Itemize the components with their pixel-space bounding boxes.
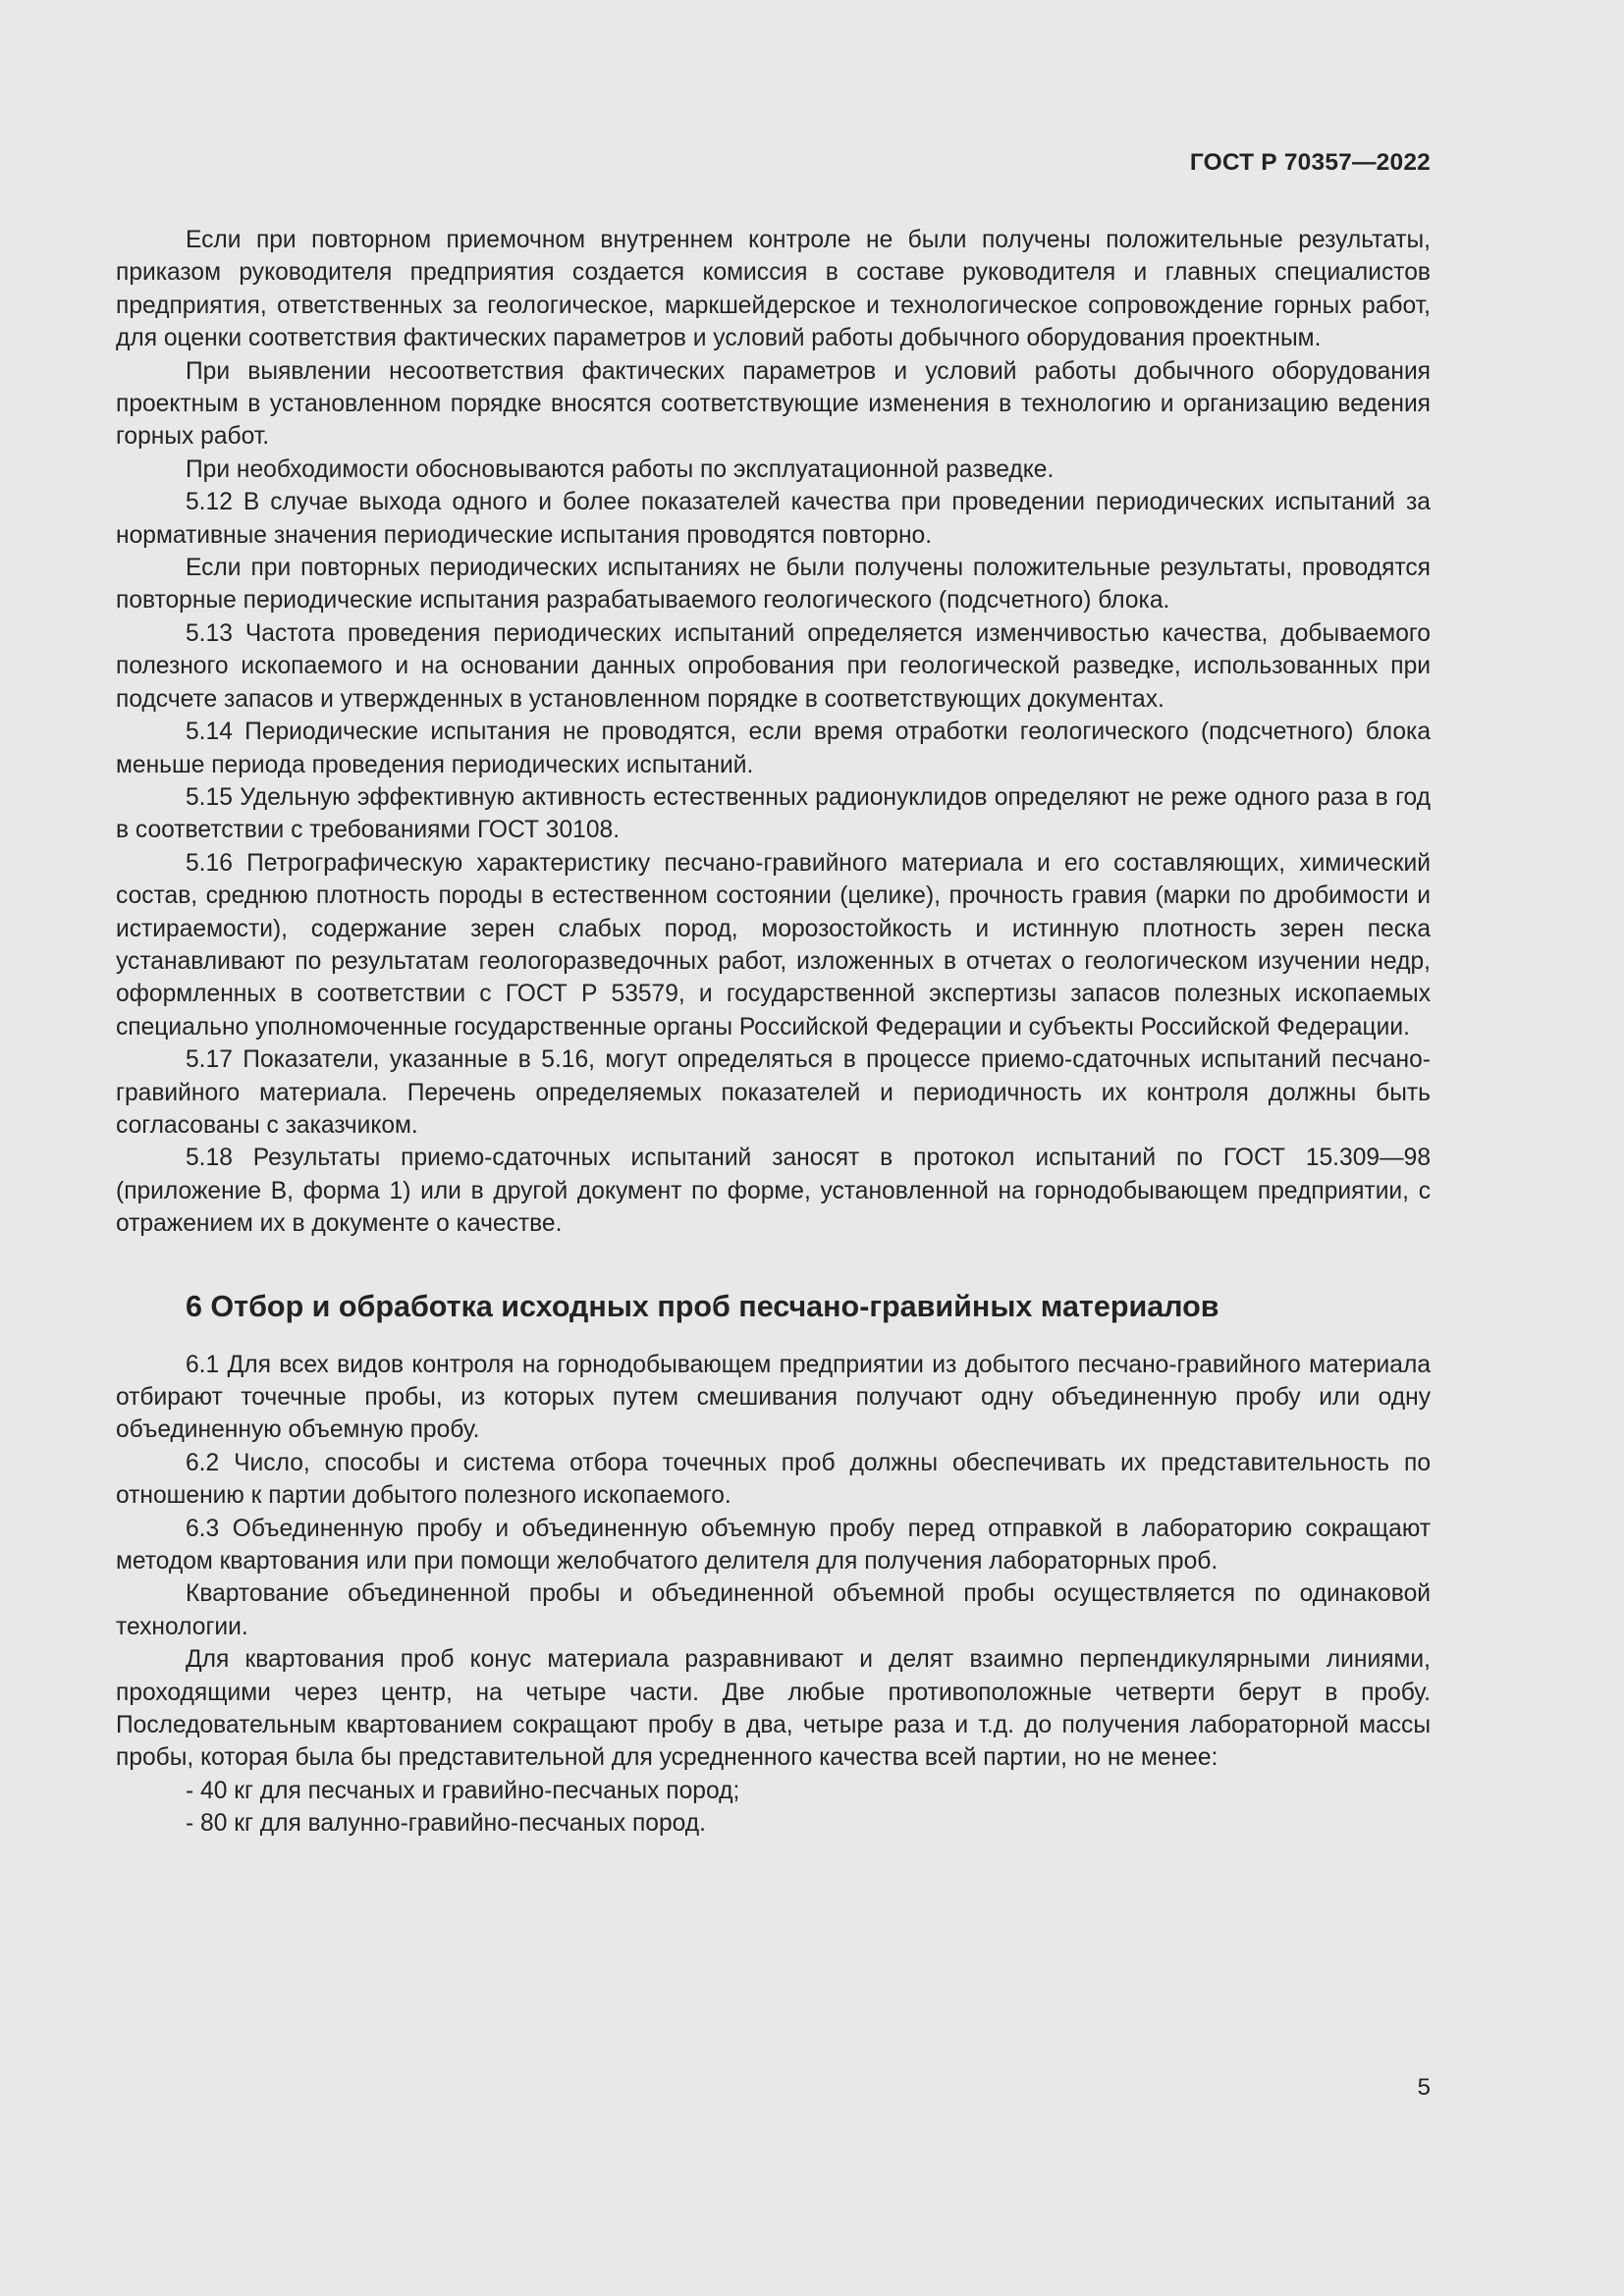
paragraph: Если при повторных периодических испытаниях не были получены положительные результаты, проводятся повторные периодические испытания разрабатываемого геологического (подсчетного) блока. [116, 555, 1431, 614]
paragraph-5-13: 5.13 Частота проведения периодических испытаний определяется изменчивостью качества, добываемого полезного ископаемого и на основании данных опробования при геологической разведке, использованных при подсчете запасов и утвержденных в установленном порядке в соответствующих документах. [116, 619, 1431, 713]
paragraph-6-1: 6.1 Для всех видов контроля на горнодобывающем предприятии из добытого песчано-гравийного материала отбирают точечные пробы, из которых путем смешивания получают одну объединенную пробу или одну объединенную объемную пробу. [116, 1351, 1431, 1444]
paragraph-5-16: 5.16 Петрографическую характеристику песчано-гравийного материала и его составляющих, химический состав, среднюю плотность породы в естественном состоянии (целике), прочность гравия (марки по дробимости и истираемости), содержание зерен слабых пород, морозостойкость и истинную плотность зерен песка устанавливают по результатам геологоразведочных работ, изложенных в отчетах о геологическом изучении недр, оформленных в соответствии с ГОСТ Р 53579, и государственной экспертизы запасов полезных ископаемых специально уполномоченные государственные органы Российской Федерации и субъекты Российской Федерации. [116, 849, 1431, 1041]
paragraph-5-14: 5.14 Периодические испытания не проводятся, если время отработки геологического (подсчетного) блока меньше периода проведения периодических испытаний. [116, 719, 1431, 778]
paragraph-5-17: 5.17 Показатели, указанные в 5.16, могут определяться в процессе приемо-сдаточных испытаний песчано-гравийного материала. Перечень определяемых показателей и периодичность их контроля должны быть согласованы с заказчиком. [116, 1046, 1431, 1139]
paragraph-5-12: 5.12 В случае выхода одного и более показателей качества при проведении периодических испытаний за нормативные значения периодические испытания проводятся повторно. [116, 489, 1431, 549]
paragraph-6-3: 6.3 Объединенную пробу и объединенную объемную пробу перед отправкой в лабораторию сокращают методом квартования или при помощи желобчатого делителя для получения лабораторных проб. [116, 1515, 1431, 1575]
paragraph: При необходимости обосновываются работы по эксплуатационной разведке. [186, 455, 1055, 483]
document-body [116, 224, 1431, 1841]
document-code-header: ГОСТ Р 70357—2022 [1189, 149, 1431, 176]
paragraph: Квартование объединенной пробы и объединенной объемной пробы осуществляется по одинаковой технологии. [116, 1580, 1431, 1640]
paragraph: При выявлении несоответствия фактических параметров и условий работы добычного оборудования проектным в установленном порядке вносятся соответствующие изменения в технологию и организацию ведения горных работ. [116, 357, 1431, 451]
list-item: - 40 кг для песчаных и гравийно-песчаных пород; [186, 1777, 740, 1804]
list-item: - 80 кг для валунно-гравийно-песчаных пород. [186, 1810, 706, 1838]
paragraph-6-2: 6.2 Число, способы и система отбора точечных проб должны обеспечивать их представительность по отношению к партии добытого полезного ископаемого. [116, 1449, 1431, 1510]
section-6-heading: 6 Отбор и обработка исходных проб песчано-гравийных материалов [186, 1289, 1219, 1323]
paragraph: Если при повторном приемочном внутреннем контроле не были получены положительные результаты, приказом руководителя предприятия создается комиссия в составе руководителя и главных специалистов предприятия, ответственных за геологическое, маркшейдерское и технологическое сопровождение горных работ, для оценки соответствия фактических параметров и условий работы добычного оборудования проектным. [116, 227, 1431, 352]
paragraph-5-18: 5.18 Результаты приемо-сдаточных испытаний заносят в протокол испытаний по ГОСТ 15.309—98 (приложение В, форма 1) или в другой документ по форме, установленной на горнодобывающем предприятии, с отражением их в документе о качестве. [116, 1145, 1431, 1238]
paragraph: Для квартования проб конус материала разравнивают и делят взаимно перпендикулярными линиями, проходящими через центр, на четыре части. Две любые противоположные четверти берут в пробу. Последовательным квартованием сокращают пробу в два, четыре раза и т.д. до получения лабораторной массы пробы, которая была бы представительной для усредненного качества всей партии, но не менее: [116, 1646, 1431, 1772]
page-number: 5 [1417, 2074, 1431, 2101]
paragraph-5-15: 5.15 Удельную эффективную активность естественных радионуклидов определяют не реже одного раза в год в соответствии с требованиями ГОСТ 30108. [116, 783, 1431, 844]
